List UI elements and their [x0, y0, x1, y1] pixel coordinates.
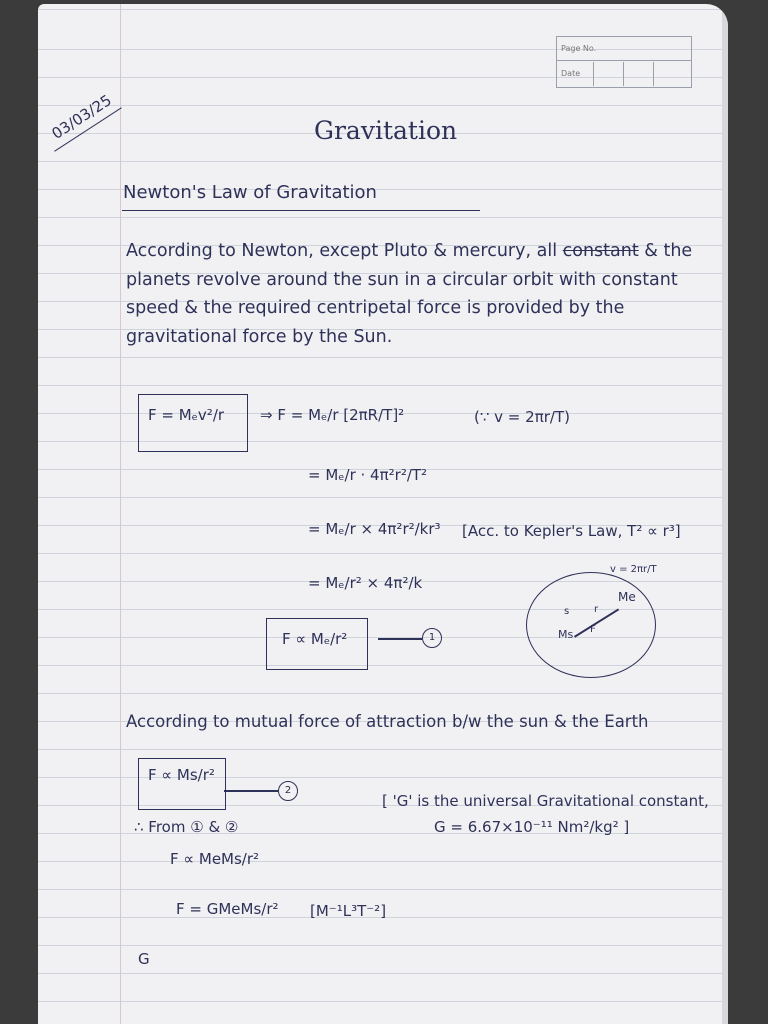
page-title: Gravitation	[314, 116, 458, 145]
pointer-line	[378, 638, 422, 640]
struck-word: constant	[562, 241, 639, 261]
equation-5: F ∝ Mₑ/r²	[282, 630, 348, 648]
page-edge	[722, 4, 728, 1024]
equation-number-1: 1	[422, 628, 442, 648]
equation-number-2: 2	[278, 781, 298, 801]
equation-3: = Mₑ/r × 4π²r²/kr³	[308, 520, 441, 538]
dimension-formula: [M⁻¹L³T⁻²]	[310, 902, 387, 920]
date-cell	[623, 62, 624, 86]
date-cell	[653, 62, 654, 86]
para-text-1: According to Newton, except Pluto & mercury, all	[126, 241, 563, 261]
pointer-line-2	[224, 790, 278, 792]
section-heading: Newton's Law of Gravitation	[123, 182, 377, 203]
date-label: Date	[561, 69, 581, 78]
notebook-page	[38, 4, 728, 1024]
page-no-label: Page No.	[557, 37, 691, 61]
note-line-2: G = 6.67×10⁻¹¹ Nm²/kg² ]	[434, 818, 630, 836]
force-label: F	[590, 624, 596, 635]
note-line-1: [ 'G' is the universal Gravitational constant,	[382, 792, 709, 810]
equation-8: F = GMeMs/r²	[176, 900, 279, 918]
equation-7: F ∝ MeMs/r²	[170, 850, 260, 868]
equation-6: F ∝ Ms/r²	[148, 766, 215, 784]
heading-underline	[122, 210, 480, 211]
equation-1b: ⇒ F = Mₑ/r [2πR/T]²	[260, 406, 405, 424]
equation-1: F = Mₑv²/r	[148, 406, 225, 424]
velocity-label: v = 2πr/T	[610, 564, 657, 575]
para-text-2: & the planets revolve around the sun in a circular orbit with constant speed & the required centripetal force is provided by the gravitational force by the Sun.	[126, 241, 693, 347]
earth-label: Me	[618, 590, 636, 604]
kepler-note: [Acc. to Kepler's Law, T² ∝ r³]	[462, 522, 681, 540]
trailing-letter: G	[138, 950, 150, 968]
handwritten-date: 03/03/25	[48, 91, 115, 143]
gravitational-constant-note	[382, 788, 712, 840]
page-date-box	[556, 36, 692, 88]
equation-2: = Mₑ/r · 4π²r²/T²	[308, 466, 428, 484]
velocity-note: (∵ v = 2πr/T)	[474, 408, 570, 426]
intro-paragraph	[126, 237, 726, 351]
margin-line	[120, 4, 121, 1024]
s-label: s	[564, 606, 570, 617]
date-cell	[593, 62, 594, 86]
from-line: ∴ From ① & ②	[134, 818, 239, 836]
mutual-force-text: According to mutual force of attraction b/w the sun & the Earth	[126, 712, 649, 731]
equation-4: = Mₑ/r² × 4π²/k	[308, 574, 423, 592]
sun-label: Ms	[558, 628, 574, 641]
radius-label: r	[594, 604, 599, 615]
